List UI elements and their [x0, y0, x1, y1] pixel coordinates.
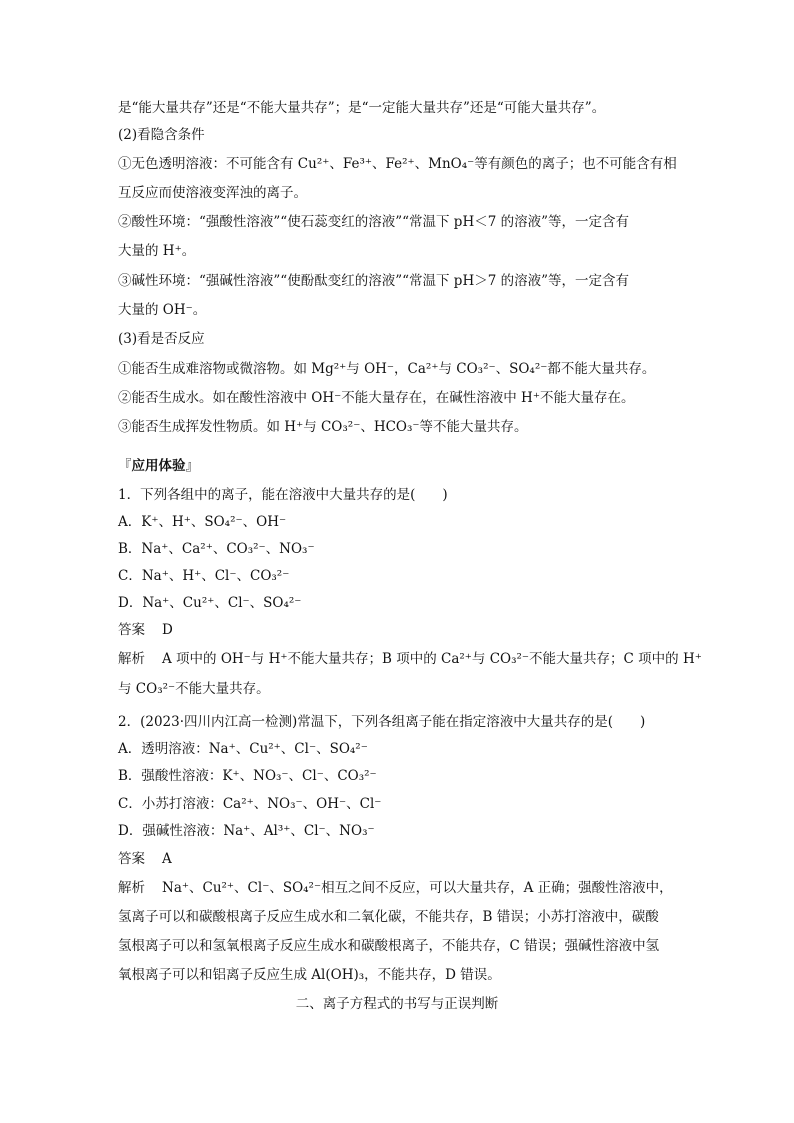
analysis-text: A 项中的 OH⁻与 H⁺不能大量共存；B 项中的 Ca²⁺与 CO₃²⁻不能大量共存；C 项中的 H⁺: [162, 651, 702, 667]
answer-value: D: [162, 622, 173, 638]
text-line: ③能否生成挥发性物质。如 H⁺与 CO₃²⁻、HCO₃⁻等不能大量共存。: [118, 419, 528, 435]
section-title: 二、离子方程式的书写与正误判断: [295, 996, 499, 1012]
analysis-line: [118, 650, 702, 668]
analysis-line: [118, 879, 673, 897]
text-line: (2)看隐含条件: [118, 127, 205, 143]
text-line: (3)看是否反应: [118, 331, 205, 347]
analysis-label: 解析: [118, 651, 145, 667]
answer-value: A: [162, 851, 172, 867]
section-heading: [118, 457, 199, 475]
text-line: 互反应而使溶液变浑浊的离子。: [118, 185, 307, 201]
analysis-label: 解析: [118, 880, 145, 896]
text-line: 大量的 OH⁻。: [118, 302, 207, 318]
text-line: ②酸性环境：“强酸性溶液”“使石蕊变红的溶液”“常温下 pH＜7 的溶液”等，一定含有: [118, 214, 629, 230]
option: A．透明溶液：Na⁺、Cu²⁺、Cl⁻、SO₄²⁻: [118, 741, 368, 757]
analysis-line: 氢根离子可以和氢氧根离子反应生成水和碳酸根离子，不能共存，C 错误；强碱性溶液中氢: [118, 938, 660, 954]
option: B．Na⁺、Ca²⁺、CO₃²⁻、NO₃⁻: [118, 541, 315, 557]
heading-bracket-right: 』: [185, 458, 199, 474]
text-line: 是“能大量共存”还是“不能大量共存”；是“一定能大量共存”还是“可能大量共存”。: [118, 100, 606, 116]
text-line: ②能否生成水。如在酸性溶液中 OH⁻不能大量存在，在碱性溶液中 H⁺不能大量存在。: [118, 390, 635, 406]
option: D．强碱性溶液：Na⁺、Al³⁺、Cl⁻、NO₃⁻: [118, 823, 375, 839]
heading-bracket-left: 『: [118, 458, 132, 474]
text-line: ③碱性环境：“强碱性溶液”“使酚酞变红的溶液”“常温下 pH＞7 的溶液”等，一定含有: [118, 273, 629, 289]
answer-line: [118, 621, 173, 639]
option: B．强酸性溶液：K⁺、NO₃⁻、Cl⁻、CO₃²⁻: [118, 768, 377, 784]
heading-text: 应用体验: [131, 458, 186, 474]
answer-label: 答案: [118, 851, 145, 867]
option: A．K⁺、H⁺、SO₄²⁻、OH⁻: [118, 514, 287, 530]
analysis-line: 与 CO₃²⁻不能大量共存。: [118, 681, 270, 697]
question-stem: 1．下列各组中的离子，能在溶液中大量共存的是( ): [118, 487, 448, 503]
answer-label: 答案: [118, 622, 145, 638]
question-stem: 2．(2023·四川内江高一检测)常温下，下列各组离子能在指定溶液中大量共存的是( ): [118, 714, 646, 730]
option: C．Na⁺、H⁺、Cl⁻、CO₃²⁻: [118, 568, 290, 584]
text-line: ①无色透明溶液：不可能含有 Cu²⁺、Fe³⁺、Fe²⁺、MnO₄⁻等有颜色的离子；也不可能含有相: [118, 156, 677, 172]
answer-line: [118, 850, 172, 868]
analysis-text: Na⁺、Cu²⁺、Cl⁻、SO₄²⁻相互之间不反应，可以大量共存，A 正确；强酸性溶液中，: [162, 880, 673, 896]
analysis-line: 氧根离子可以和铝离子反应生成 Al(OH)₃，不能共存，D 错误。: [118, 967, 501, 983]
option: C．小苏打溶液：Ca²⁺、NO₃⁻、OH⁻、Cl⁻: [118, 796, 382, 812]
option: D．Na⁺、Cu²⁺、Cl⁻、SO₄²⁻: [118, 595, 302, 611]
text-line: 大量的 H⁺。: [118, 243, 196, 259]
analysis-line: 氢离子可以和碳酸根离子反应生成水和二氧化碳，不能共存，B 错误；小苏打溶液中，碳酸: [118, 909, 659, 925]
text-line: ①能否生成难溶物或微溶物。如 Mg²⁺与 OH⁻，Ca²⁺与 CO₃²⁻、SO₄²⁻都不能大量共存。: [118, 361, 656, 377]
